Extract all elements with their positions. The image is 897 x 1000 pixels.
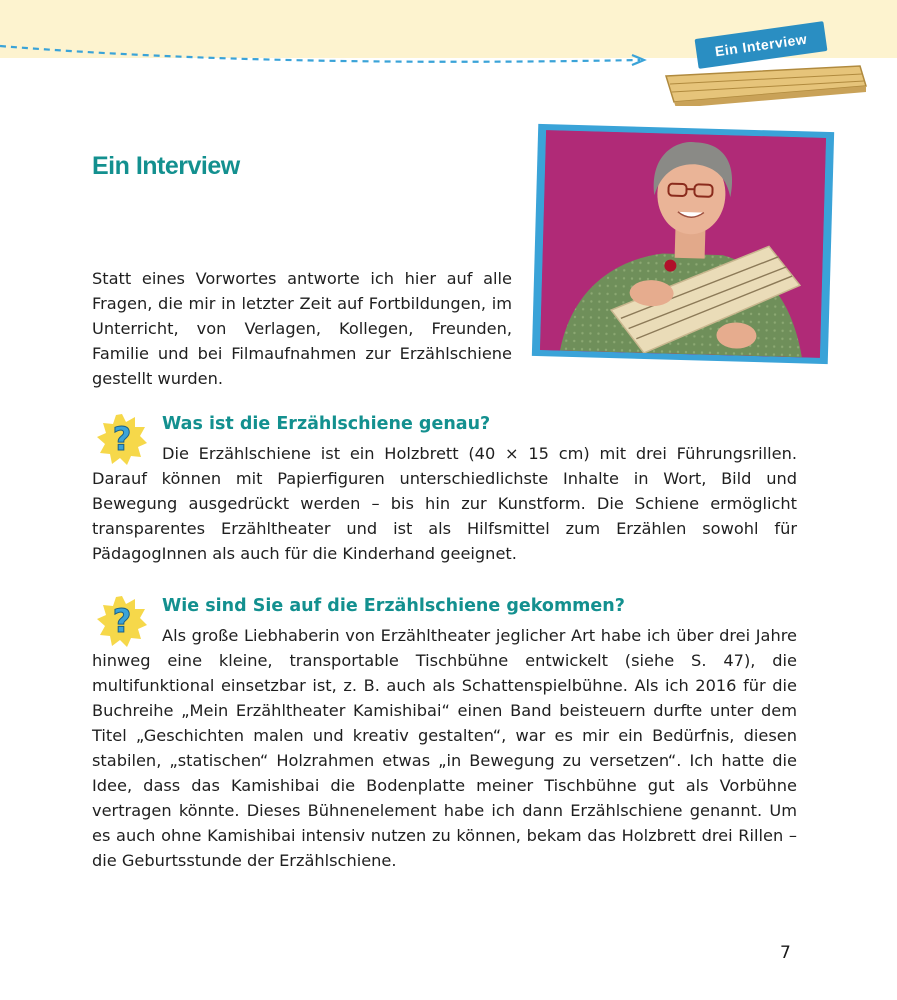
wooden-board-icon — [660, 62, 870, 106]
portrait-photo — [540, 130, 826, 358]
svg-text:?: ? — [112, 420, 132, 458]
question-title: Was ist die Erzählschiene genau? — [162, 414, 491, 434]
page-title: Ein Interview — [92, 152, 240, 180]
portrait-illustration — [540, 130, 826, 358]
question-mark-icon — [96, 412, 148, 466]
intro-paragraph: Statt eines Vorwortes antworte ich hier auf alle Fragen, die mir in letzter Zeit auf Fortbildungen, im Unterricht, von Verlagen, Kollegen, Freunden, Familie und bei Filmaufnahmen zur Erzählschiene gestellt wurden. — [92, 269, 512, 388]
portrait-photo-frame — [532, 124, 834, 364]
svg-text:?: ? — [112, 602, 132, 640]
chapter-tab — [660, 14, 880, 109]
question-block-1 — [92, 410, 797, 566]
answer-paragraph: Die Erzählschiene ist ein Holzbrett (40 × 15 cm) mit drei Führungsrillen. Darauf können mit Papierfiguren unterschiedlichste Inhalte in Wort, Bild und Bewegung ausgedrückt werden – bis hin zur Kunstform. Die Schiene ermöglicht transparentes Erzähltheater und ist als Hilfsmittel zum Erzählen sowohl für PädagogInnen als auch für die Kinderhand geeignet. — [92, 444, 797, 563]
answer-paragraph: Als große Liebhaberin von Erzähltheater jeglicher Art habe ich über drei Jahre hinweg eine kleine, transportable Tischbühne entwickelt (siehe S. 47), die multifunktional einsetzbar ist, z. B. auch als Schattenspielbühne. Als ich 2016 für die Buchreihe „Mein Erzähltheater Kamishibai“ einen Band beisteuern durfte unter dem Titel „Geschichten malen und kreativ gestalten“, war es mir ein Bedürfnis, diesen stabilen, „statischen“ Holzrahmen etwas „in Bewegung zu versetzen“. Ich hatte die Idee, dass das Kamishibai die Bodenplatte meiner Tischbühne gut als Vorbühne vertragen könnte. Dieses Bühnenelement habe ich dann Erzählschiene genannt. Um es auch ohne Kamishibai intensiv nutzen zu können, bekam das Holzbrett drei Rillen – die Geburtsstunde der Erzählschiene. — [92, 626, 797, 870]
question-block-2 — [92, 592, 797, 873]
question-mark-icon — [96, 594, 148, 648]
page-number: 7 — [780, 943, 791, 963]
question-title: Wie sind Sie auf die Erzählschiene gekommen? — [162, 596, 625, 616]
chapter-tab-label: Ein Interview — [695, 21, 828, 69]
